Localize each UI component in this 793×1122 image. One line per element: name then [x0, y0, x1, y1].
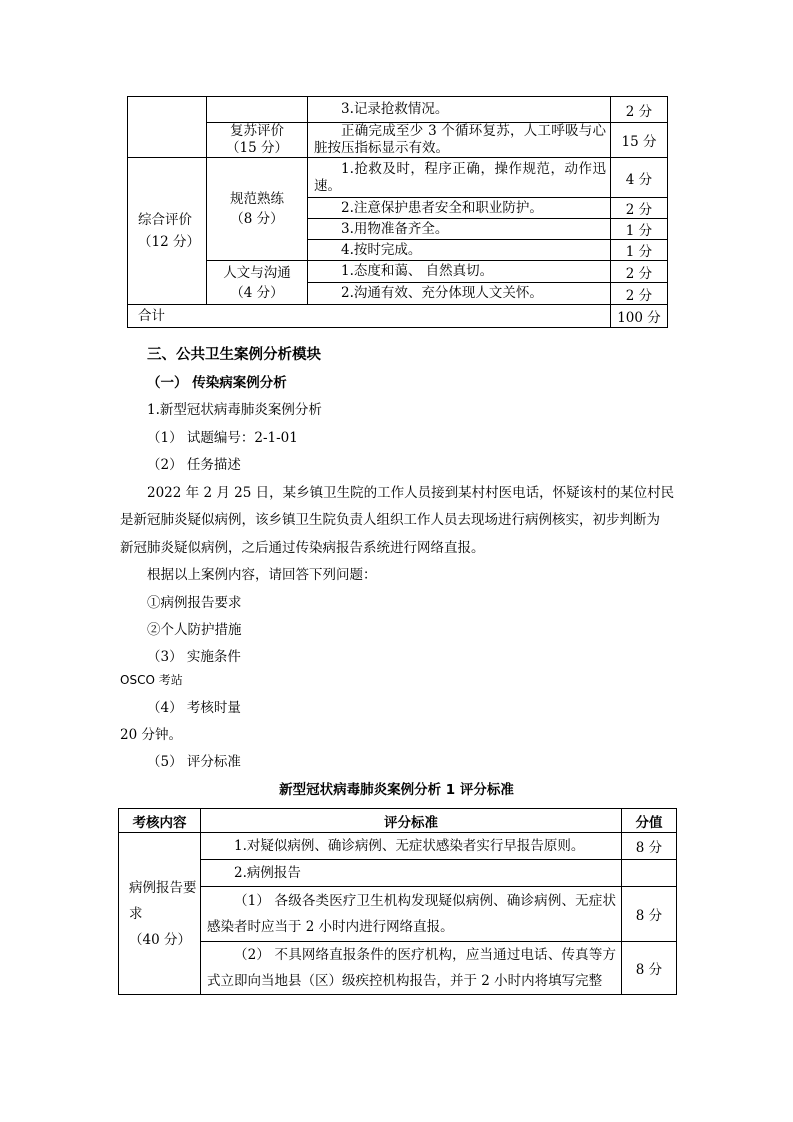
- question-prompt: 根据以上案例内容，请回答下列问题：: [147, 567, 377, 583]
- category-cell-case-report: [119, 833, 201, 995]
- criterion-cell: 4.按时完成。: [308, 240, 611, 261]
- score-cell: 8 分: [622, 942, 677, 995]
- category-score: （12 分）: [138, 234, 200, 250]
- criterion-cell: 1.态度和蔼、 自然真切。: [308, 261, 611, 283]
- score-cell: 2 分: [611, 283, 668, 305]
- category-score: （40 分）: [129, 931, 191, 948]
- item-time-limit-value: 20 分钟。: [120, 727, 182, 743]
- item-task-description: （2） 任务描述: [147, 457, 241, 473]
- case-title: 1.新型冠状病毒肺炎案例分析: [147, 402, 322, 418]
- case-scoring-table: [118, 808, 677, 995]
- criterion-cell: 2.注意保护患者安全和职业防护。: [308, 198, 611, 219]
- criterion-cell: 正确完成至少 3 个循环复苏，人工呼吸与心脏按压指标显示有效。: [308, 123, 611, 158]
- score-cell: 2 分: [611, 261, 668, 283]
- item-label: 人文与沟通: [223, 264, 291, 281]
- table-row: [128, 97, 668, 123]
- description-line: 新冠肺炎疑似病例，之后通过传染病报告系统进行网络直报。: [120, 540, 485, 556]
- section-subheading: （一） 传染病案例分析: [147, 375, 287, 391]
- table-row-total: [128, 305, 668, 328]
- score-cell: 2 分: [611, 198, 668, 219]
- score-cell-empty: [622, 860, 677, 887]
- table-row: [128, 261, 668, 283]
- item-label: 规范熟练: [230, 191, 284, 207]
- criterion-cell: 3.记录抢救情况。: [308, 97, 611, 123]
- item-score: （15 分）: [226, 140, 288, 156]
- item-score: （4 分）: [230, 284, 284, 301]
- item-scoring-criteria: （5） 评分标准: [147, 754, 241, 770]
- criterion-cell: 1.对疑似病例、确诊病例、无症状感染者实行早报告原则。: [201, 833, 622, 860]
- score-cell: 8 分: [622, 887, 677, 942]
- item-conditions-value: OSCO 考站: [120, 673, 183, 687]
- score-cell: 1 分: [611, 219, 668, 240]
- question-item: ②个人防护措施: [147, 622, 242, 638]
- item-conditions: （3） 实施条件: [147, 649, 241, 665]
- scoring-table-title: 新型冠状病毒肺炎案例分析 1 评分标准: [279, 782, 514, 798]
- total-label: 合计: [128, 305, 611, 328]
- header-content: 考核内容: [119, 809, 201, 833]
- item-question-number: （1） 试题编号：2-1-01: [147, 430, 298, 446]
- total-score: 100 分: [611, 305, 668, 328]
- score-cell: 2 分: [611, 97, 668, 123]
- criterion-cell: 2.病例报告: [201, 860, 622, 887]
- description-line: 2022 年 2 月 25 日，某乡镇卫生院的工作人员接到某村村医电话，怀疑该村的某位村民: [147, 485, 675, 501]
- table-row: [128, 123, 668, 158]
- resuscitation-score-table: [127, 96, 668, 328]
- category-cell-overall-evaluation: [128, 158, 207, 305]
- item-cell-empty: [207, 97, 308, 123]
- item-score: （8 分）: [230, 211, 284, 227]
- score-cell: 1 分: [611, 240, 668, 261]
- score-cell: 15 分: [611, 123, 668, 158]
- table-row: [119, 887, 677, 942]
- table-row: [119, 833, 677, 860]
- item-cell-proficiency: [207, 158, 308, 261]
- category-label: 病例报告要求: [129, 879, 197, 922]
- criterion-cell: 2.沟通有效、充分体现人文关怀。: [308, 283, 611, 305]
- table-row: [128, 158, 668, 198]
- category-cell-empty: [128, 97, 207, 158]
- section-heading: 三、公共卫生案例分析模块: [147, 347, 321, 363]
- score-cell: 4 分: [611, 158, 668, 198]
- score-cell: 8 分: [622, 833, 677, 860]
- criterion-cell: 3.用物准备齐全。: [308, 219, 611, 240]
- item-cell-humanity-communication: [207, 261, 308, 305]
- criterion-cell: （1） 各级各类医疗卫生机构发现疑似病例、确诊病例、无症状感染者时应当于 2 小时内进行网络直报。: [201, 887, 622, 942]
- item-label: 复苏评价: [230, 123, 284, 139]
- description-line: 是新冠肺炎疑似病例，该乡镇卫生院负责人组织工作人员去现场进行病例核实，初步判断为: [120, 512, 660, 528]
- category-label: 综合评价: [138, 212, 192, 228]
- item-time-limit: （4） 考核时量: [147, 700, 241, 716]
- header-score: 分值: [622, 809, 677, 833]
- table-header-row: [119, 809, 677, 833]
- header-criterion: 评分标准: [201, 809, 622, 833]
- table-row: [119, 860, 677, 887]
- criterion-cell: （2） 不具网络直报条件的医疗机构，应当通过电话、传真等方式立即向当地县（区）级疾控机构报告，并于 2 小时内将填写完整: [201, 942, 622, 995]
- table-row: [119, 942, 677, 995]
- criterion-cell: 1.抢救及时，程序正确，操作规范，动作迅速。: [308, 158, 611, 198]
- question-item: ①病例报告要求: [147, 595, 242, 611]
- item-cell-recovery-evaluation: [207, 123, 308, 158]
